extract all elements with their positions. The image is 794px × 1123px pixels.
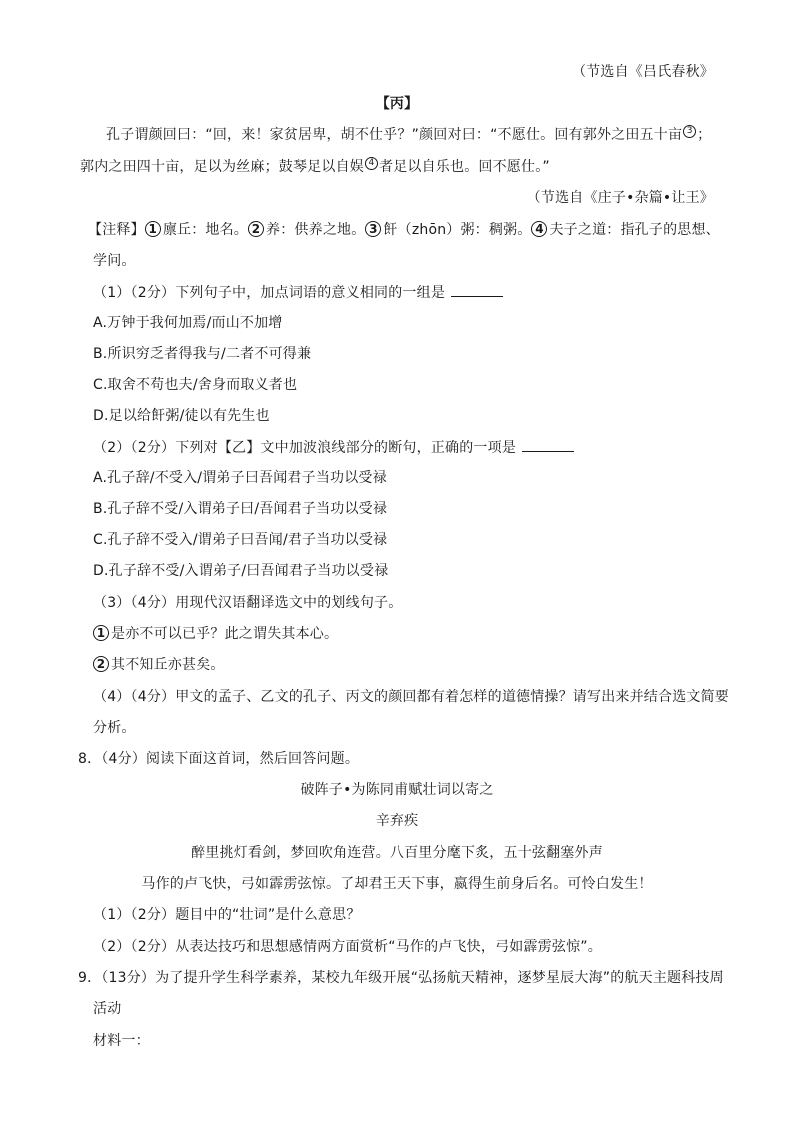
annotation-number-2: 2 — [248, 221, 264, 237]
question-4-line-2: 分析。 — [93, 720, 136, 736]
bing-text-2a: 郭内之田四十亩，足以为丝麻；鼓琴足以自娱 — [80, 159, 364, 175]
annotation-2: 养：供养之地。 — [266, 222, 366, 238]
q3-sentence-2-text: 其不知丘亦甚矣。 — [111, 657, 225, 673]
q2-option-b: B.孔子辞不受/入谓弟子曰/吾闻君子当功以受禄 — [93, 501, 388, 517]
q1-option-b: B.所识穷乏者得我与/二者不可得兼 — [93, 346, 312, 362]
annotation-3: 飦（zhōn）粥：稠粥。 — [383, 222, 532, 238]
q8-question-1: （1）（2分）题目中的“壮词”是什么意思？ — [93, 907, 361, 923]
annotation-number-3: 3 — [365, 221, 381, 237]
section-bing-title: 【丙】 — [375, 96, 419, 112]
question-1 — [93, 283, 503, 303]
q1-option-c: C.取舍不苟也夫/舍身而取义者也 — [93, 377, 298, 393]
item-8-heading: 8．（4分）阅读下面这首词，然后回答问题。 — [78, 751, 360, 767]
annotation-4: 夫子之道：指孔子的思想、 — [549, 222, 720, 238]
q3-sentence-1-text: 是亦不可以已乎？此之谓失其本心。 — [111, 626, 339, 642]
source-zhuangzi: （节选自《庄子•杂篇•让王》 — [526, 190, 714, 206]
bing-text-1a: 孔子谓颜回曰：“回，来！家贫居卑，胡不仕乎？”颜回对曰：“不愿仕。回有郭外之田五十亩 — [106, 127, 683, 143]
poem-line-1: 醉里挑灯看剑，梦回吹角连营。八百里分麾下炙，五十弦翻塞外声 — [191, 845, 603, 861]
bing-text-1b: ； — [697, 127, 712, 143]
q3-sentence-2 — [93, 655, 225, 675]
footnote-marker-4: 4 — [365, 157, 378, 170]
question-4-line-1: （4）（4分）甲文的孟子、乙文的孔子、丙文的颜回都有着怎样的道德情操？请写出来并结合选文简要 — [93, 689, 730, 705]
item-9-heading-line-2: 活动 — [93, 1001, 122, 1017]
q2-option-a: A.孔子辞/不受入/谓弟子曰吾闻君子当功以受禄 — [93, 470, 387, 486]
q2-option-d: D.孔子辞不受/入谓弟子/曰吾闻君子当功以受禄 — [93, 563, 389, 579]
q2-option-c: C.孔子辞不受入/谓弟子曰吾闻/君子当功以受禄 — [93, 532, 388, 548]
bing-paragraph-line-1 — [106, 125, 711, 145]
source-lushi-chunqiu: （节选自《吕氏春秋》 — [572, 64, 714, 80]
poem-line-2: 马作的卢飞快，弓如霹雳弦惊。了却君王天下事，嬴得生前身后名。可怜白发生！ — [141, 876, 653, 892]
question-1-text: （1）（2分）下列句子中，加点词语的意义相同的一组是 — [93, 285, 446, 301]
annotation-number-4: 4 — [531, 221, 547, 237]
question-2-text: （2）（2分）下列对【乙】文中加波浪线部分的断句，正确的一项是 — [93, 440, 517, 456]
annotation-continuation: 学问。 — [93, 253, 136, 269]
bing-paragraph-line-2 — [80, 157, 550, 177]
q3-sentence-1 — [93, 624, 338, 644]
annotation-line — [88, 220, 720, 240]
answer-blank — [522, 439, 574, 452]
question-2 — [93, 438, 574, 458]
annotation-number-1: 1 — [145, 221, 161, 237]
question-3: （3）（4分）用现代汉语翻译选文中的划线句子。 — [93, 595, 403, 611]
annotation-1: 廪丘：地名。 — [162, 222, 249, 238]
poem-title: 破阵子•为陈同甫赋壮词以寄之 — [300, 782, 494, 798]
poem-author: 辛弃疾 — [375, 813, 419, 829]
bing-text-2b: 者足以自乐也。回不愿仕。” — [379, 159, 550, 175]
annotation-lead: 【注释】 — [88, 222, 145, 238]
answer-blank — [451, 284, 503, 297]
q1-option-d: D.足以给飦粥/徒以有先生也 — [93, 408, 270, 424]
footnote-marker-3: 3 — [683, 125, 696, 138]
q1-option-a: A.万钟于我何加焉/而山不加增 — [93, 315, 283, 331]
item-9-heading-line-1: 9．（13分）为了提升学生科学素养，某校九年级开展“弘扬航天精神，逐梦星辰大海”的航天主题科技周 — [78, 970, 724, 986]
q8-question-2: （2）（2分）从表达技巧和思想感情两方面赏析“马作的卢飞快，弓如霹雳弦惊”。 — [93, 939, 602, 955]
material-1-label: 材料一： — [93, 1033, 150, 1049]
q3-number-1: 1 — [93, 625, 109, 641]
q3-number-2: 2 — [93, 656, 109, 672]
